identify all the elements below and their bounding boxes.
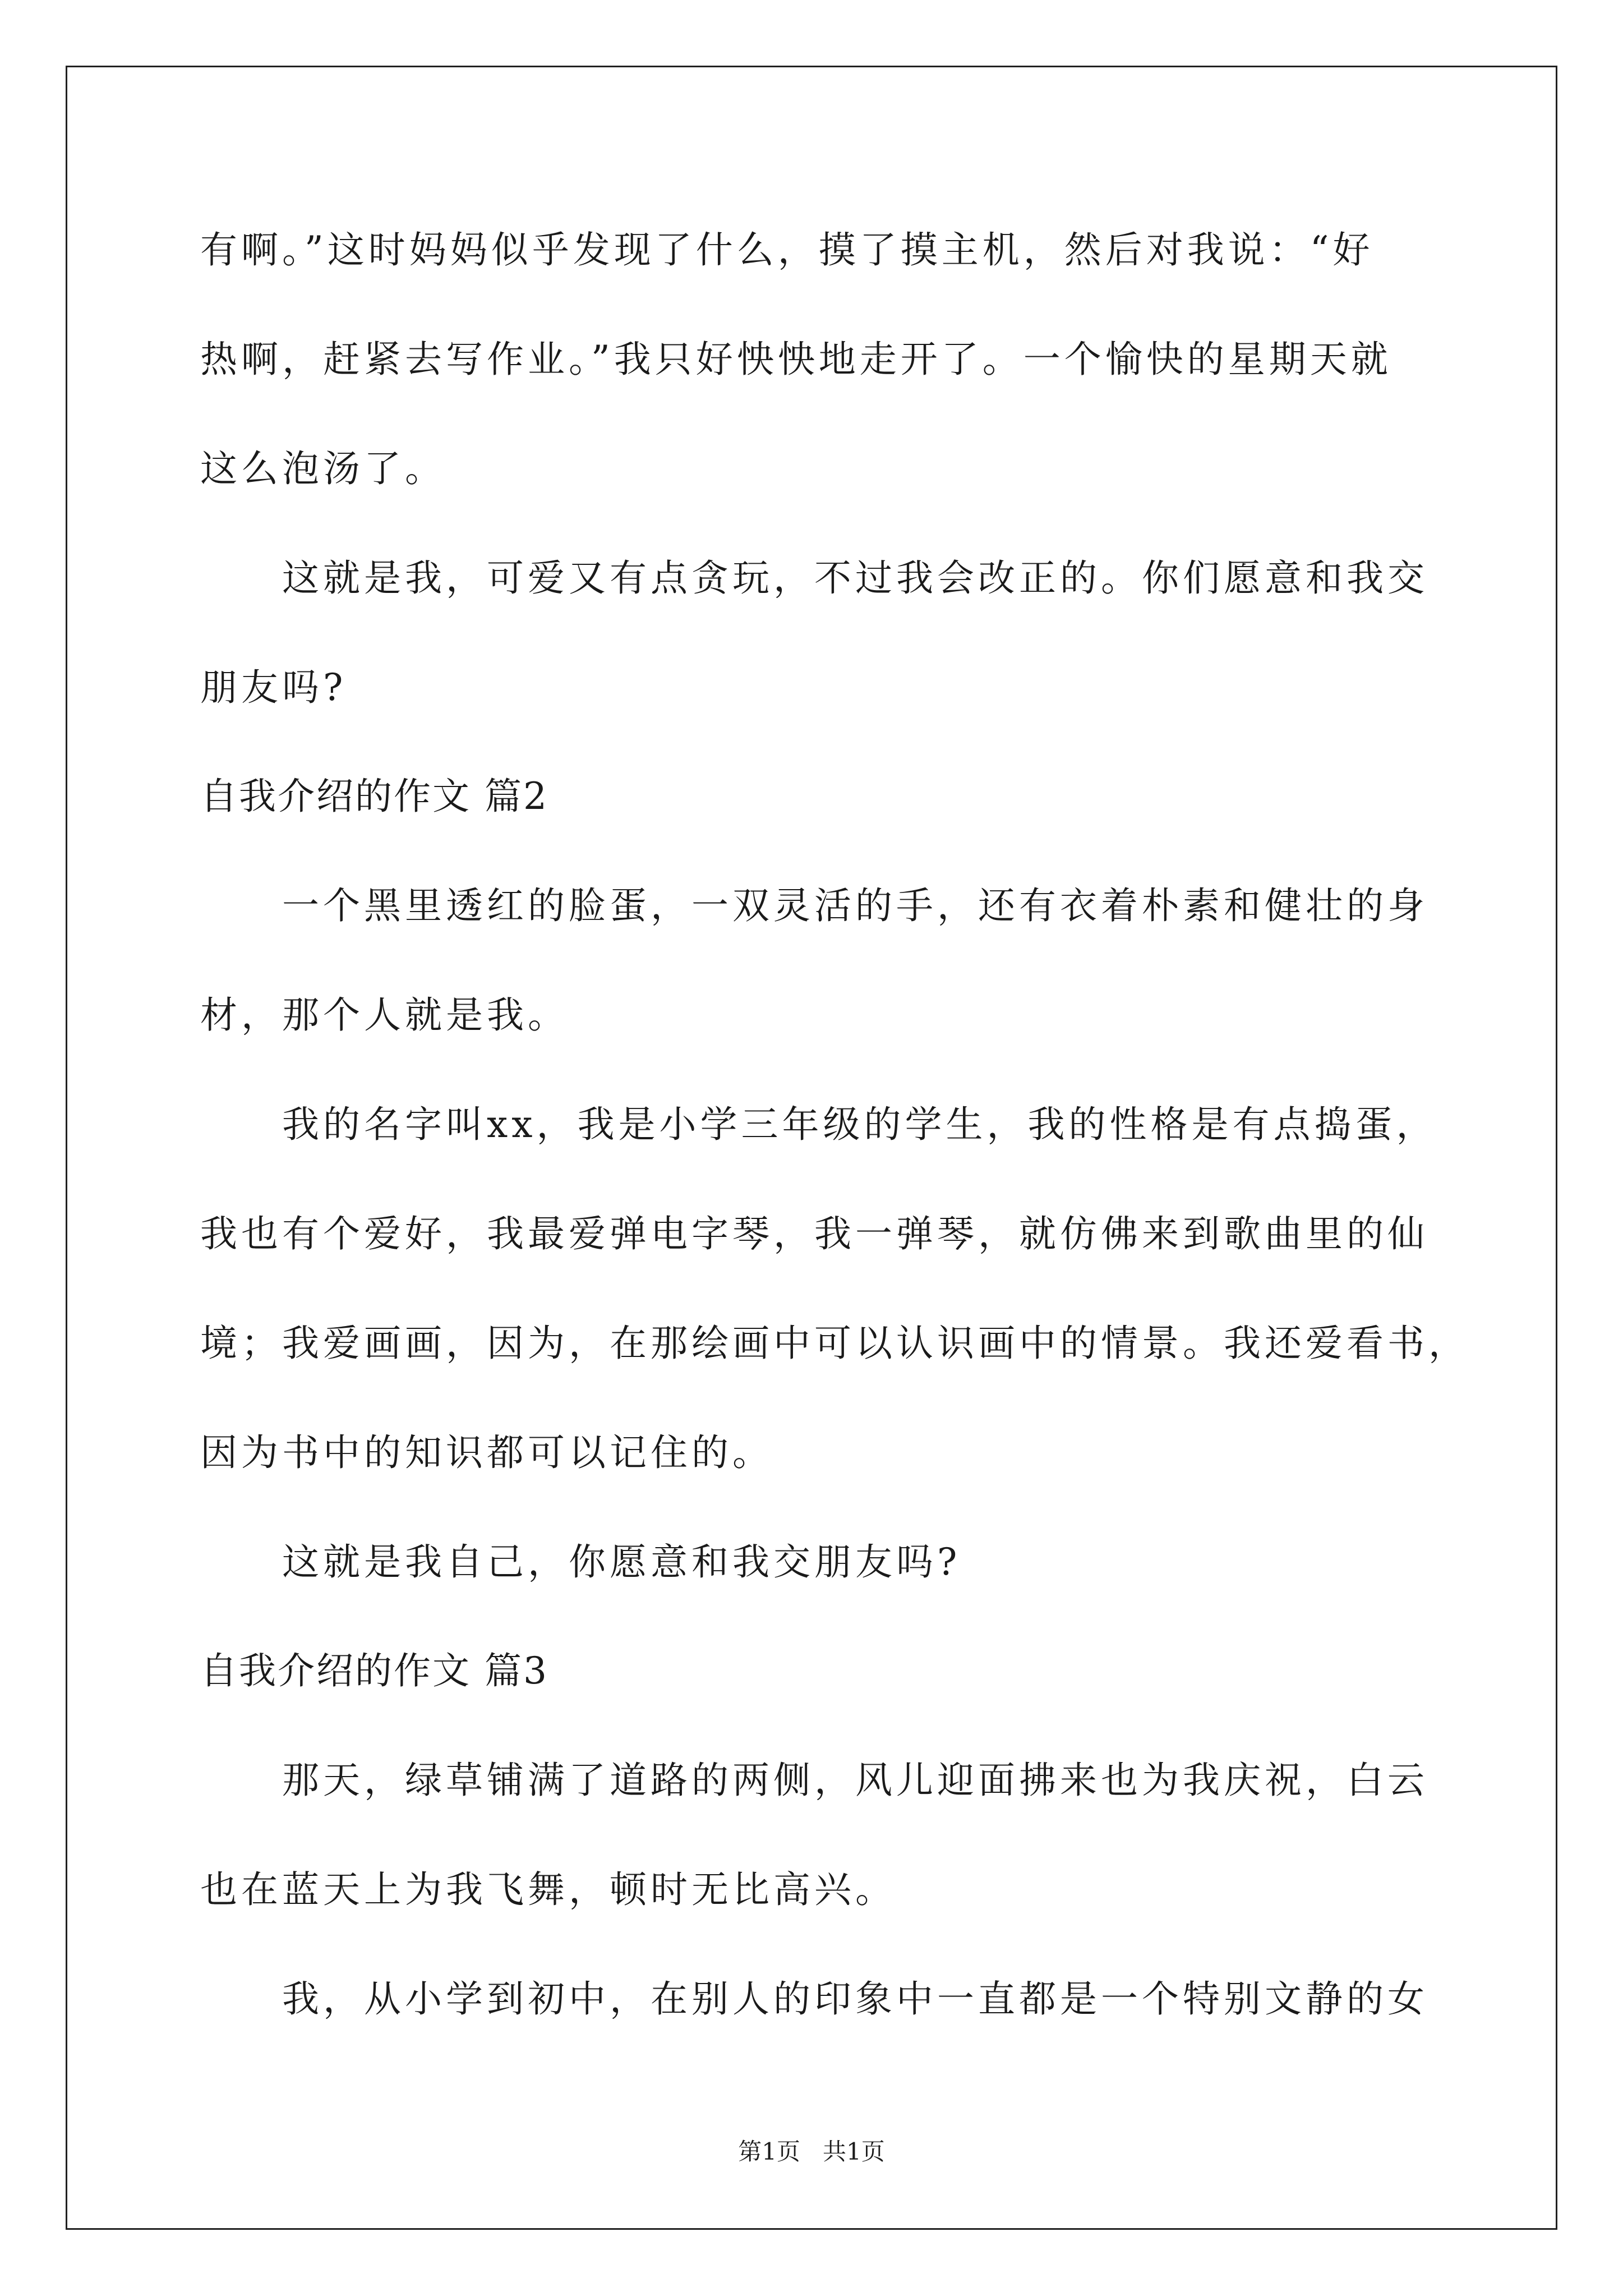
text-line: 因为书中的知识都可以记住的。 [200, 1431, 773, 1474]
page-number-footer: 第1页 共1页 [738, 2138, 885, 2165]
text-line: 热啊，赶紧去写作业。”我只好怏怏地走开了。一个愉快的星期天就 [200, 338, 1392, 381]
paragraph-first-line: 我，从小学到初中，在别人的印象中一直都是一个特别文静的女 [282, 1977, 1428, 2021]
text-line: 也在蓝天上为我飞舞，顿时无比高兴。 [200, 1868, 896, 1911]
text-line: 这么泡汤了。 [200, 447, 446, 490]
text-line: 朋友吗? [200, 666, 347, 709]
paragraph-first-line: 这就是我自己，你愿意和我交朋友吗? [282, 1540, 961, 1584]
paragraph-first-line: 我的名字叫xx，我是小学三年级的学生，我的性格是有点捣蛋， [282, 1103, 1437, 1146]
section-heading-3: 自我介绍的作文 篇3 [200, 1649, 548, 1692]
paragraph-first-line: 一个黑里透红的脸蛋，一双灵活的手，还有衣着朴素和健壮的身 [282, 884, 1428, 927]
text-line: 我也有个爱好，我最爱弹电字琴，我一弹琴，就仿佛来到歌曲里的仙 [200, 1212, 1428, 1255]
text-line: 材，那个人就是我。 [200, 993, 569, 1037]
text-line: 有啊。”这时妈妈似乎发现了什么，摸了摸主机，然后对我说：“好 [200, 228, 1374, 272]
text-line: 境；我爱画画，因为，在那绘画中可以认识画中的情景。我还爱看书， [200, 1322, 1469, 1365]
paragraph-first-line: 那天，绿草铺满了道路的两侧，风儿迎面拂来也为我庆祝，白云 [282, 1759, 1428, 1802]
paragraph-first-line: 这就是我，可爱又有点贪玩，不过我会改正的。你们愿意和我交 [282, 556, 1428, 600]
section-heading-2: 自我介绍的作文 篇2 [200, 775, 548, 818]
